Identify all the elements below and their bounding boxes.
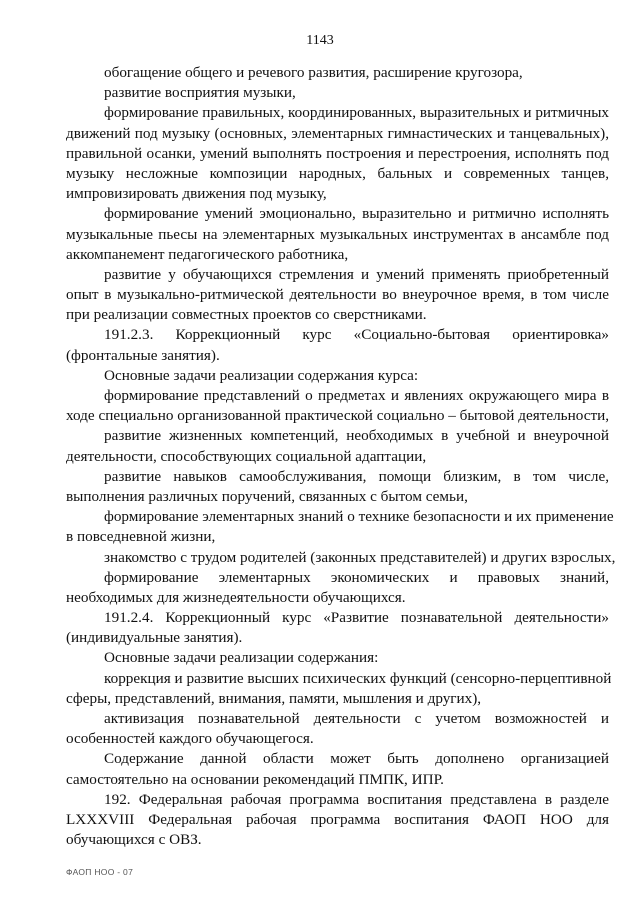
text-line: при реализации совместных проектов со сверстниками.	[66, 306, 427, 324]
text-line: правильной осанки, умений выполнять построения и перестроения, исполнять под	[66, 144, 609, 162]
text-line: импровизировать движения под музыку,	[66, 185, 327, 203]
text-line: развитие восприятия музыки,	[104, 84, 296, 102]
text-line: выполнения различных поручений, связанных с бытом семьи,	[66, 487, 468, 505]
text-line: LXXXVIII Федеральная рабочая программа воспитания ФАОП НОО для	[66, 810, 609, 828]
body-text	[66, 63, 616, 850]
text-line: формирование элементарных экономических и правовых знаний,	[104, 568, 609, 586]
footer-code: ФАОП НОО - 07	[66, 867, 134, 877]
text-line: активизация познавательной деятельности с учетом возможностей и	[104, 710, 609, 727]
text-line: формирование правильных, координированных, выразительных и ритмичных	[104, 104, 609, 122]
text-line: коррекция и развитие высших психических функций (сенсорно-перцептивной	[104, 669, 612, 687]
text-line: Основные задачи реализации содержания:	[104, 649, 379, 667]
text-line: Основные задачи реализации содержания курса:	[104, 366, 419, 384]
text-line: формирование представлений о предметах и явлениях окружающего мира в	[104, 387, 609, 404]
text-line: формирование умений эмоционально, выразительно и ритмично исполнять	[104, 205, 609, 223]
text-line: обогащение общего и речевого развития, расширение кругозора,	[104, 64, 523, 81]
text-line: особенностей каждого обучающегося.	[66, 730, 314, 748]
text-line: деятельности, способствующих социальной адаптации,	[66, 447, 427, 465]
text-line: 192. Федеральная рабочая программа воспитания представлена в разделе	[104, 790, 609, 808]
text-line: музыкальные пьесы на элементарных музыкальных инструментах в ансамбле под	[66, 225, 609, 243]
text-line: Содержание данной области может быть дополнено организацией	[104, 750, 609, 768]
text-line: необходимых для жизнедеятельности обучающихся.	[66, 588, 406, 606]
text-line: (индивидуальные занятия).	[66, 629, 243, 647]
text-line: движений под музыку (основных, элементарных гимнастических и танцевальных),	[66, 124, 609, 142]
text-line: 191.2.3. Коррекционный курс «Социально-бытовая ориентировка»	[104, 326, 609, 344]
text-line: опыт в музыкально-ритмической деятельности во внеурочное время, в том числе	[66, 286, 609, 304]
text-line: аккомпанемент педагогического работника,	[66, 245, 349, 263]
text-line: ходе специально организованной практической социально – бытовой деятельности,	[66, 407, 609, 425]
text-line: знакомство с трудом родителей (законных представителей) и других взрослых,	[104, 548, 616, 566]
text-line: музыку несложные композиции народных, бальных и современных танцев,	[66, 164, 609, 182]
text-line: обучающихся с ОВЗ.	[66, 831, 202, 849]
text-line: развитие у обучающихся стремления и умений применять приобретенный	[104, 265, 609, 283]
text-line: 191.2.4. Коррекционный курс «Развитие познавательной деятельности»	[104, 609, 609, 627]
text-line: (фронтальные занятия).	[66, 346, 220, 364]
text-line: сферы, представлений, внимания, памяти, мышления и других),	[66, 689, 482, 707]
text-line: развитие жизненных компетенций, необходимых в учебной и внеурочной	[104, 427, 609, 445]
text-line: самостоятельно на основании рекомендаций ПМПК, ИПР.	[66, 770, 444, 788]
text-line: в повседневной жизни,	[66, 528, 216, 546]
page-number: 1143	[306, 33, 334, 48]
text-line: формирование элементарных знаний о технике безопасности и их применение	[104, 508, 614, 526]
text-line: развитие навыков самообслуживания, помощи близким, в том числе,	[104, 467, 609, 485]
